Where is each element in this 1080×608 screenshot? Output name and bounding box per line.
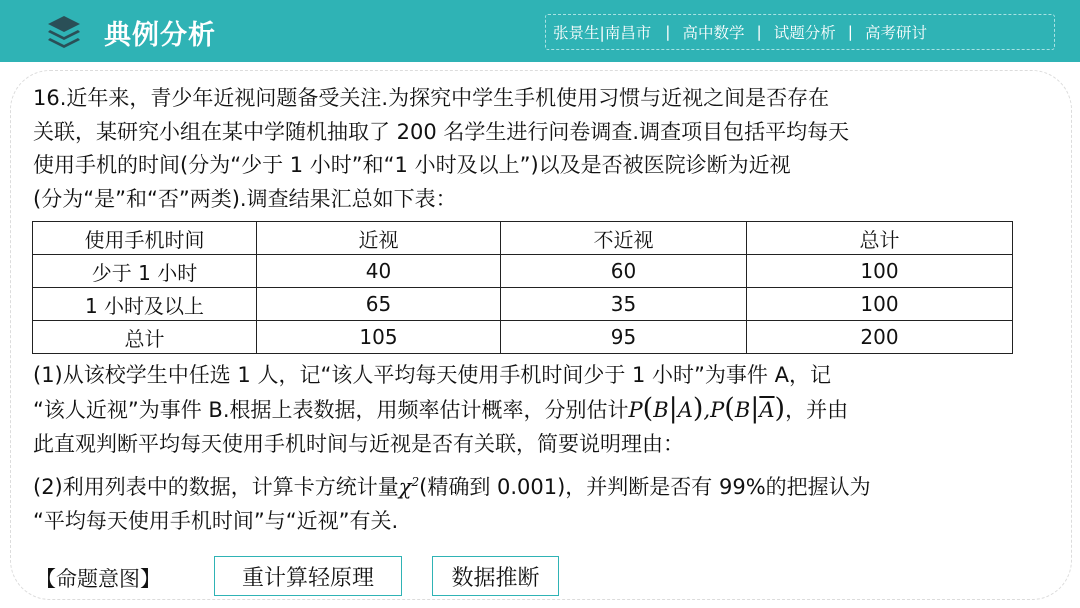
question-1-text: “该人近视”为事件 B.根据上表数据，用频率估计概率，分别估计 xyxy=(33,398,629,422)
table-row xyxy=(33,288,1013,321)
table-header-cell: 近视 xyxy=(257,222,501,255)
problem-line: 16.近年来，青少年近视问题备受关注.为探究中学生手机使用习惯与近视之间是否存在 xyxy=(33,86,830,110)
question-1-text: ，并由 xyxy=(785,398,849,422)
table-header-cell: 使用手机时间 xyxy=(33,222,257,255)
table-cell: 100 xyxy=(747,288,1013,321)
chi-square-symbol: $\chi^2$ xyxy=(398,475,420,499)
stacked-layers-icon xyxy=(44,12,84,52)
probability-formula: $P(B|A),P(B|\overline{A})$ xyxy=(628,393,786,424)
table-header-row xyxy=(33,222,1013,255)
table-cell: 35 xyxy=(501,288,747,321)
question-2-line: “平均每天使用手机时间”与“近视”有关. xyxy=(33,509,399,533)
table-cell: 总计 xyxy=(33,321,257,354)
question-1-line xyxy=(33,392,1043,427)
question-2-line xyxy=(33,465,1043,504)
breadcrumb-separator: | xyxy=(756,23,762,41)
table-cell: 100 xyxy=(747,255,1013,288)
header-bar xyxy=(0,0,1080,62)
intent-tag: 重计算轻原理 xyxy=(214,556,402,596)
table-cell: 1 小时及以上 xyxy=(33,288,257,321)
intent-tag: 数据推断 xyxy=(432,556,559,596)
problem-line: 使用手机的时间(分为“少于 1 小时”和“1 小时及以上”)以及是否被医院诊断为近视 xyxy=(33,153,791,177)
question-1-line: (1)从该校学生中任选 1 人，记“该人平均每天使用手机时间少于 1 小时”为事件 A，记 xyxy=(33,363,831,387)
question-2-text: (2)利用列表中的数据，计算卡方统计量 xyxy=(33,475,399,499)
table-cell: 少于 1 小时 xyxy=(33,255,257,288)
table-cell: 95 xyxy=(501,321,747,354)
table-cell: 40 xyxy=(257,255,501,288)
question-1-line: 此直观判断平均每天使用手机时间与近视是否有关联，简要说明理由： xyxy=(33,432,684,456)
breadcrumb-separator: | xyxy=(847,23,853,41)
problem-line: (分为“是”和“否”两类).调查结果汇总如下表： xyxy=(33,186,457,211)
breadcrumb-city: 南昌市 xyxy=(604,24,652,42)
breadcrumb-separator: | xyxy=(665,23,671,41)
table-cell: 200 xyxy=(747,321,1013,354)
question-2-text: (精确到 0.001)，并判断是否有 99%的把握认为 xyxy=(419,475,871,499)
table-header-cell: 总计 xyxy=(747,222,1013,255)
questions xyxy=(33,358,1043,538)
table-cell: 105 xyxy=(257,321,501,354)
page-title: 典例分析 xyxy=(104,20,216,51)
breadcrumb-section: 高考研讨 xyxy=(864,24,927,42)
intent-label: 【命题意图】 xyxy=(35,567,161,591)
breadcrumb-topic: 试题分析 xyxy=(773,24,836,42)
breadcrumb-subject: 高中数学 xyxy=(682,24,745,42)
breadcrumb xyxy=(545,14,1055,50)
table-row xyxy=(33,255,1013,288)
table-cell: 65 xyxy=(257,288,501,321)
breadcrumb-author: 张景生| xyxy=(553,24,605,42)
survey-table xyxy=(32,221,1013,354)
table-row xyxy=(33,321,1013,354)
problem-statement xyxy=(33,82,1043,216)
table-header-cell: 不近视 xyxy=(501,222,747,255)
problem-line: 关联，某研究小组在某中学随机抽取了 200 名学生进行问卷调查.调查项目包括平均每天 xyxy=(33,119,850,144)
table-cell: 60 xyxy=(501,255,747,288)
